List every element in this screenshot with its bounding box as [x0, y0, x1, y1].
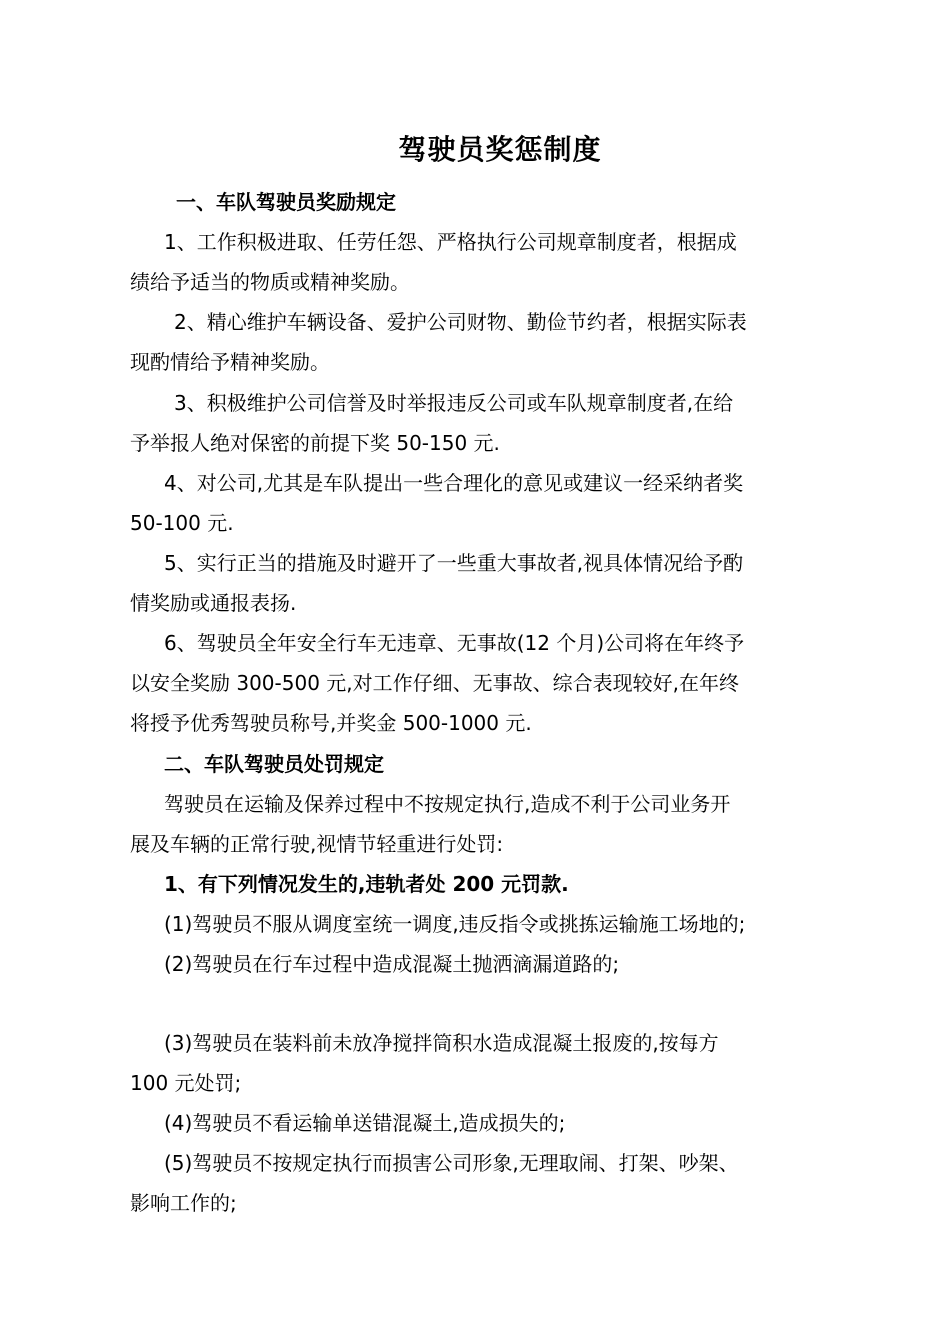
reward-item-5-line-1: 5、实行正当的措施及时避开了一些重大事故者,视具体情况给予酌 — [164, 551, 744, 575]
reward-item-6-line-1: 6、驾驶员全年安全行车无违章、无事故(12 个月)公司将在年终予 — [164, 631, 745, 655]
penalty-clause-3-line-2: 100 元处罚; — [130, 1071, 242, 1095]
section-heading-reward: 一、车队驾驶员奖励规定 — [176, 190, 396, 214]
reward-item-1-line-1: 1、工作积极进取、任劳任怨、严格执行公司规章制度者，根据成 — [164, 230, 737, 254]
penalty-clause-5-line-1: (5)驾驶员不按规定执行而损害公司形象,无理取闹、打架、吵架、 — [164, 1151, 739, 1175]
penalty-subsection-heading: 1、有下列情况发生的,违轨者处 200 元罚款. — [164, 872, 569, 896]
reward-item-4-line-1: 4、对公司,尤其是车队提出一些合理化的意见或建议一经采纳者奖 — [164, 471, 744, 495]
reward-item-3-line-1: 3、积极维护公司信誉及时举报违反公司或车队规章制度者,在给 — [174, 391, 734, 415]
reward-item-5-line-2: 情奖励或通报表扬. — [130, 591, 297, 615]
penalty-intro-line-2: 展及车辆的正常行驶,视情节轻重进行处罚: — [130, 832, 504, 856]
penalty-clause-2: (2)驾驶员在行车过程中造成混凝土抛洒滴漏道路的; — [164, 952, 620, 976]
penalty-clause-1: (1)驾驶员不服从调度室统一调度,违反指令或挑拣运输施工场地的; — [164, 912, 746, 936]
penalty-clause-5-line-2: 影响工作的; — [130, 1191, 237, 1215]
reward-item-3-line-2: 予举报人绝对保密的前提下奖 50-150 元. — [130, 431, 500, 455]
reward-item-2-line-2: 现酌情给予精神奖励。 — [130, 350, 330, 374]
reward-item-6-line-2: 以安全奖励 300-500 元,对工作仔细、无事故、综合表现较好,在年终 — [130, 671, 739, 695]
reward-item-6-line-3: 将授予优秀驾驶员称号,并奖金 500-1000 元. — [130, 711, 532, 735]
section-heading-penalty: 二、车队驾驶员处罚规定 — [164, 752, 384, 776]
penalty-clause-3-line-1: (3)驾驶员在装料前未放净搅拌筒积水造成混凝土报废的,按每方 — [164, 1031, 719, 1055]
penalty-clause-4: (4)驾驶员不看运输单送错混凝土,造成损失的; — [164, 1111, 566, 1135]
reward-item-4-line-2: 50-100 元. — [130, 511, 234, 535]
penalty-intro-line-1: 驾驶员在运输及保养过程中不按规定执行,造成不利于公司业务开 — [164, 792, 731, 816]
reward-item-1-line-2: 绩给予适当的物质或精神奖励。 — [130, 270, 410, 294]
reward-item-2-line-1: 2、精心维护车辆设备、爱护公司财物、勤俭节约者，根据实际表 — [174, 310, 747, 334]
document-title: 驾驶员奖惩制度 — [398, 133, 602, 166]
